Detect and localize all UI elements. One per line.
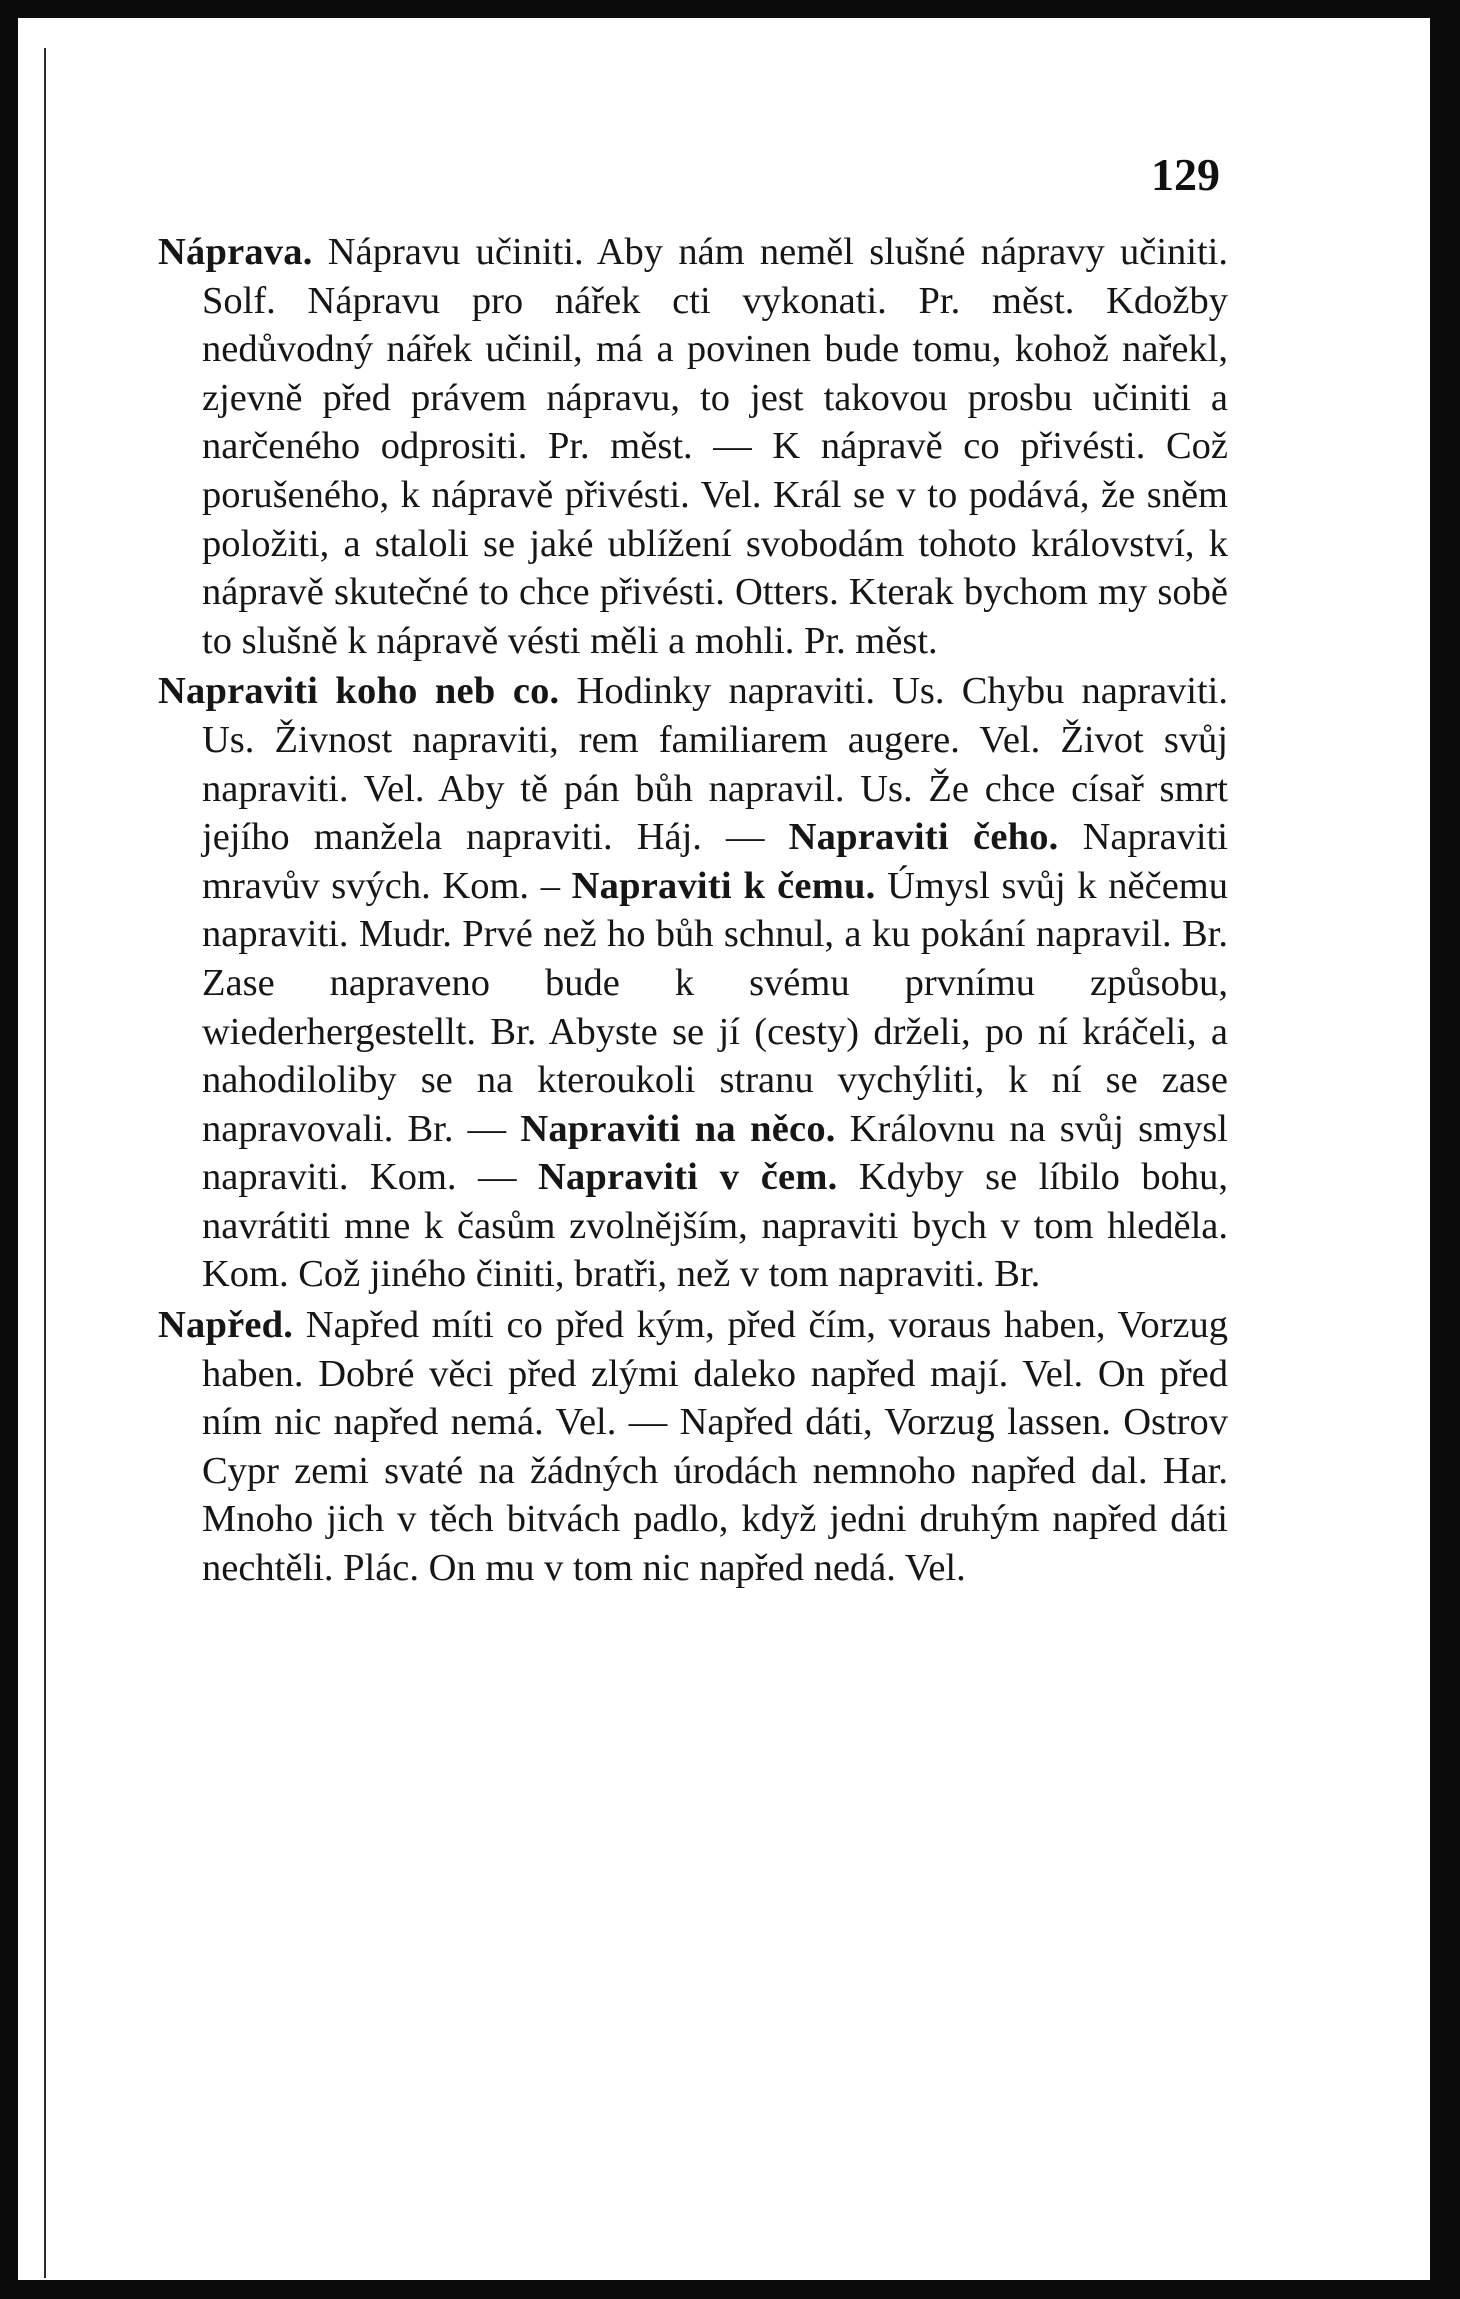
entry-napred — [158, 1301, 1228, 1593]
headword: Náprava. — [158, 231, 313, 273]
sub-headword: Napraviti čeho. — [788, 816, 1059, 859]
headword: Napřed. — [158, 1304, 294, 1347]
sub-headword: Napraviti na něco. — [520, 1107, 836, 1150]
entry-text: Nápravu učiniti. Aby nám neměl slušné nápravy učiniti. Solf. Nápravu pro nářek cti vykonati. Pr. měst. Kdožby nedůvodný nářek učinil, má a povinen bude tomu, kohož nařekl, zjevně před právem nápravu, to jest takovou prosbu učiniti a narčeného odprositi. Pr. měst. — K nápravě co přivésti. Což porušeného, k nápravě přivésti. Vel. Král se v to podává, že sněm položiti, a staloli se jaké ublížení svobodám tohoto království, k nápravě skutečné to chce přivésti. Otters. Kterak bychom my sobě to slušně k nápravě vésti měli a mohli. Pr. měst. — [202, 231, 1228, 662]
book-page — [18, 18, 1430, 2280]
entry-text: Hodinky napraviti. Us. Chybu napraviti. Us. Živnost napraviti, rem familiarem augere. Vel. Život svůj napraviti. Vel. Aby tě pán bůh napravil. Us. Že chce císař smrt jejího manžela napraviti. Háj. — — [202, 670, 1229, 859]
entry-naprava — [158, 228, 1228, 665]
entry-text: Napraviti mravův svých. Kom. – — [202, 816, 1228, 907]
sub-headword: Napraviti k čemu. — [571, 864, 876, 907]
entry-napraviti — [158, 667, 1228, 1299]
headword: Napraviti koho neb co. — [158, 670, 560, 713]
page-number: 129 — [1151, 149, 1220, 200]
sub-headword: Napraviti v čem. — [537, 1156, 838, 1199]
page-edge-shadow — [44, 48, 46, 2278]
entry-text: Úmysl svůj k něčemu napraviti. Mudr. Prvé než ho bůh schnul, a ku pokání napravil. Br. Zase napraveno bude k svému prvnímu způsobu, wiederhergestellt. Br. Abyste se jí (cesty) drželi, po ní kráčeli, a nahodiloliby se na kteroukoli stranu vychýliti, k ní se zase napravovali. Br. — — [202, 864, 1228, 1150]
entry-text: Napřed míti co před kým, před čím, voraus haben, Vorzug haben. Dobré věci před zlými daleko napřed mají. Vel. On před ním nic napřed nemá. Vel. — Napřed dáti, Vorzug lassen. Ostrov Cypr zemi svaté na žádných úrodách nemnoho napřed dal. Har. Mnoho jich v těch bitvách padlo, když jedni druhým napřed dáti nechtěli. Plác. On mu v tom nic napřed nedá. Vel. — [202, 1304, 1228, 1590]
dictionary-text — [158, 228, 1228, 1595]
entry-text: Královnu na svůj smysl napraviti. Kom. — — [202, 1107, 1228, 1199]
entry-text: Kdyby se líbilo bohu, navrátiti mne k časům zvolnějším, napraviti bych v tom hleděla. Kom. Což jiného činiti, bratři, než v tom napraviti. Br. — [202, 1156, 1228, 1296]
